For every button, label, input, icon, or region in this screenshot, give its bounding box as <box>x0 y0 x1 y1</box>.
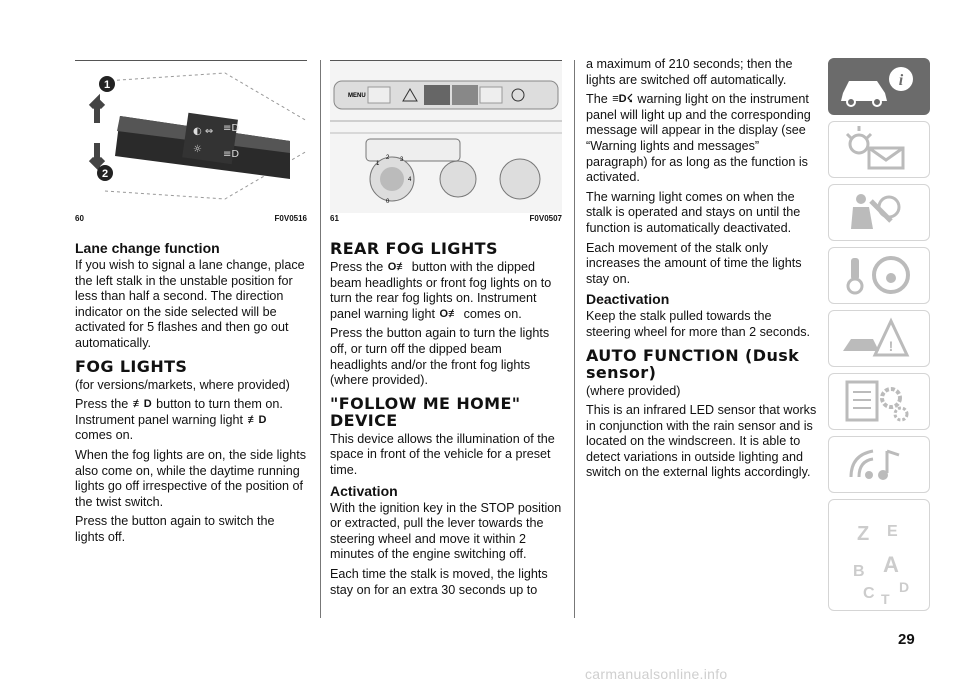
watermark: carmanualsonline.info <box>585 666 728 682</box>
callout-1: 1 <box>103 79 111 91</box>
rear-fog-text-2: Press the button again to turn the lights off, or turn off the dipped beam headlights and/or the front fog lights (where provided). <box>330 326 550 388</box>
svg-text:A: A <box>883 552 899 577</box>
rear-fog-icon: O≢ <box>387 261 408 273</box>
auto-function-text-2: This is an infrared LED sensor that works in conjunction with the rain sensor and is located on the windscreen. It is able to detect variations in outside lighting and switch on the external lights accordingly. <box>586 403 817 480</box>
rear-fog-text-1: Press the O≢ button with the dipped beam headlights or front fog lights on to turn the rear fog lights on. Instrument panel warning light O≢ comes on. <box>330 260 552 321</box>
follow-me-home-icon: ≡D☇ <box>612 93 633 106</box>
figure-code: F0V0507 <box>529 214 562 223</box>
sidebar-tab-multimedia[interactable] <box>828 436 930 493</box>
dial-label-2: 2 <box>386 155 390 161</box>
svg-text:≡D: ≡D <box>223 149 240 160</box>
fog-lights-text-1: (for versions/markets, where provided) <box>75 377 290 392</box>
svg-text:T: T <box>881 591 890 607</box>
rear-fog-heading: REAR FOG LIGHTS <box>330 239 498 258</box>
figure-number: 61 <box>330 214 339 223</box>
figure-code: F0V0516 <box>274 214 307 223</box>
follow-me-text-3: The warning light comes on when the stalk is operated and stays on until the function is automatically deactivated. <box>586 189 801 235</box>
maintenance-icon <box>829 374 929 429</box>
fog-lights-text-2: Press the ≢D button to turn them on. Instrument panel warning light ≢D comes on. <box>75 397 283 443</box>
fog-lights-text-4: Press the button again to switch the lights off. <box>75 514 275 544</box>
column-divider <box>574 60 575 618</box>
svg-text:!: ! <box>888 338 894 354</box>
deactivation-heading: Deactivation <box>586 291 670 308</box>
warning-lights-icon <box>829 122 929 177</box>
front-fog-icon: ≢D <box>132 398 152 411</box>
fog-lights-heading: FOG LIGHTS <box>75 356 188 376</box>
follow-me-home-text: This device allows the illumination of the space in front of the vehicle for a preset time. <box>330 431 555 477</box>
sidebar-tab-warning-lights[interactable] <box>828 121 930 178</box>
figure-number: 60 <box>75 214 84 223</box>
svg-text:B: B <box>853 563 865 580</box>
sidebar-tab-safety[interactable] <box>828 184 930 241</box>
airbag-safety-icon <box>829 185 929 240</box>
figure-dashboard <box>330 60 562 213</box>
sidebar-tab-emergency[interactable] <box>828 310 930 367</box>
activation-text-1: With the ignition key in the STOP position or extracted, pull the lever towards the steering wheel and move it within 2 minutes of the engine switching off. <box>330 500 562 562</box>
page-number: 29 <box>898 631 915 648</box>
sidebar-tab-starting-driving[interactable] <box>828 247 930 304</box>
auto-function-text-1: (where provided) <box>586 383 681 398</box>
activation-text-2: Each time the stalk is moved, the lights stay on for an extra 30 seconds up to <box>330 566 548 597</box>
front-fog-icon: ≢D <box>247 413 267 426</box>
follow-me-home-heading: "FOLLOW ME HOME" DEVICE <box>330 393 521 430</box>
follow-me-text-4: Each movement of the stalk only increases the amount of time the lights stay on. <box>586 240 802 286</box>
multimedia-icon <box>829 437 929 492</box>
column-divider <box>320 60 321 618</box>
stalk-illustration <box>75 61 307 213</box>
activation-heading: Activation <box>330 482 398 499</box>
car-info-icon <box>829 59 929 114</box>
dial-label-3: 3 <box>400 157 404 163</box>
svg-text:i: i <box>898 72 904 89</box>
svg-text:C: C <box>863 585 875 602</box>
callout-2: 2 <box>101 168 109 180</box>
index-icon <box>829 500 929 610</box>
emergency-icon <box>829 311 929 366</box>
follow-me-warning-text: The ≡D☇ warning light on the instrument panel will light up and the corresponding message will appear in the display (see “Warning lights and messages” paragraph) for as long as the function is activated. <box>586 92 811 185</box>
fog-lights-text-3: When the fog lights are on, the side lights also come on, while the daytime running lights go off irrespective of the position of the twist switch. <box>75 447 307 509</box>
svg-text:☼: ☼ <box>193 144 202 155</box>
auto-function-heading: AUTO FUNCTION (Dusk sensor) <box>586 345 800 382</box>
lane-change-text: If you wish to signal a lane change, place the left stalk in the unstable position for less than half a second. The direction indicator on the side selected will be activated for 5 flashes and then go out automatically. <box>75 258 305 350</box>
menu-label: MENU <box>348 93 366 99</box>
sidebar-tab-index[interactable] <box>828 499 930 611</box>
rear-fog-icon: O≢ <box>439 307 460 320</box>
dial-label-4: 4 <box>408 177 412 183</box>
dial-label-1: 1 <box>376 161 380 167</box>
steering-starting-icon <box>829 248 929 303</box>
figure-stalk <box>75 60 307 213</box>
lane-change-heading: Lane change function <box>75 240 220 256</box>
deactivation-text: Keep the stalk pulled towards the steering wheel for more than 2 seconds. <box>586 309 811 339</box>
svg-text:E: E <box>887 523 898 540</box>
sidebar-tab-car-info[interactable] <box>828 58 930 115</box>
dashboard-illustration <box>330 61 562 213</box>
svg-text:D: D <box>899 579 910 595</box>
svg-text:Z: Z <box>857 523 870 545</box>
svg-text:◐ ⇔: ◐ ⇔ <box>193 126 214 137</box>
dial-label-0: 0 <box>386 199 390 205</box>
follow-me-text-cont: a maximum of 210 seconds; then the lights are switched off automatically. <box>586 57 793 87</box>
sidebar-tab-maintenance[interactable] <box>828 373 930 430</box>
svg-text:≡D: ≡D <box>223 123 240 134</box>
